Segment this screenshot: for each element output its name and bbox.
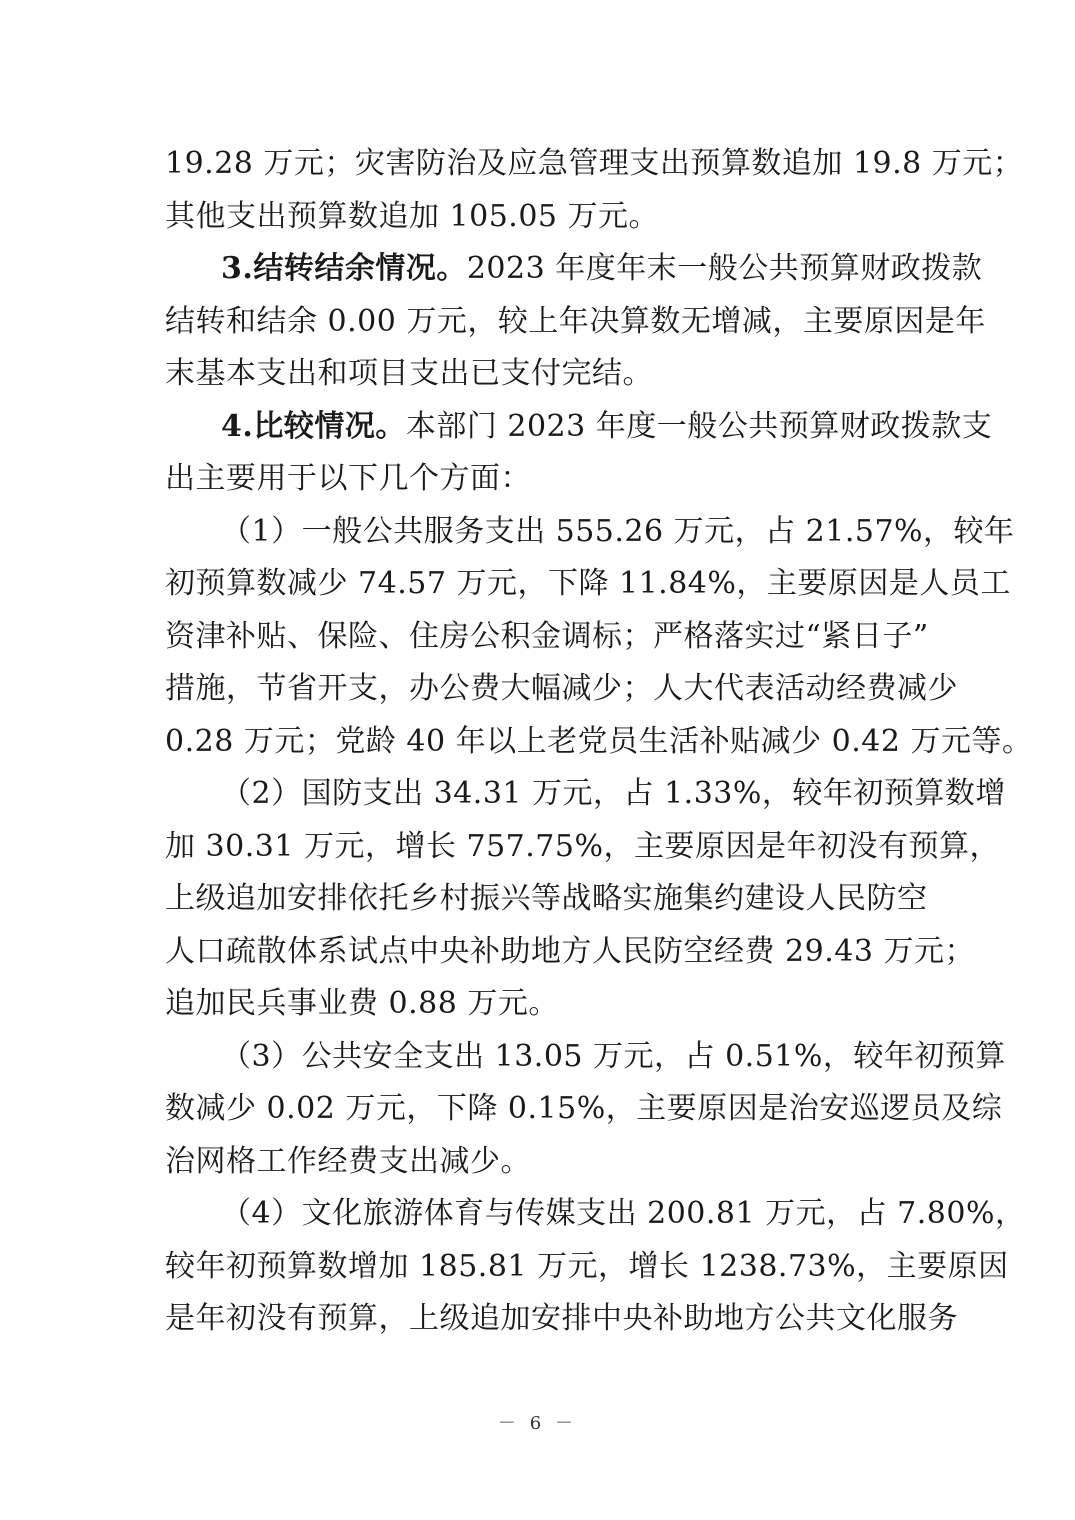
paragraph-line: 19.28 万元；灾害防治及应急管理支出预算数追加 19.8 万元； bbox=[165, 146, 1024, 181]
paragraph-line: 加 30.31 万元，增长 757.75%，主要原因是年初没有预算， bbox=[165, 828, 1000, 864]
section-heading-comparison: 4.比较情况。 bbox=[221, 408, 406, 444]
paragraph-line: 出主要用于以下几个方面： bbox=[165, 461, 531, 496]
paragraph-line: 0.28 万元；党龄 40 年以上老党员生活补贴减少 0.42 万元等。 bbox=[165, 723, 1033, 759]
page-number: － 6 － bbox=[498, 1413, 577, 1434]
paragraph-line: 人口疏散体系试点中央补助地方人民防空经费 29.43 万元； bbox=[165, 933, 975, 969]
paragraph-line: 其他支出预算数追加 105.05 万元。 bbox=[165, 198, 660, 234]
paragraph-line: 较年初预算数增加 185.81 万元，增长 1238.73%，主要原因 bbox=[165, 1248, 1009, 1284]
paragraph-line: 结转和结余 0.00 万元，较上年决算数无增减，主要原因是年 bbox=[165, 303, 986, 339]
paragraph-line: 初预算数减少 74.57 万元，下降 11.84%，主要原因是人员工 bbox=[165, 566, 1011, 601]
paragraph-text: 本部门 2023 年度一般公共预算财政拨款支 bbox=[405, 408, 993, 444]
paragraph-line: 资津补贴、保险、住房公积金调标；严格落实过“紧日子” bbox=[165, 618, 929, 654]
item-3-first-line: （3）公共安全支出 13.05 万元，占 0.51%，较年初预算 bbox=[221, 1038, 1006, 1074]
paragraph-line: 措施，节省开支，办公费大幅减少；人大代表活动经费减少 bbox=[165, 671, 958, 706]
section-4-first-line bbox=[165, 401, 993, 454]
paragraph-line: 末基本支出和项目支出已支付完结。 bbox=[165, 356, 653, 391]
section-3-first-line bbox=[165, 243, 983, 296]
section-heading-carryover: 3.结转结余情况。 bbox=[221, 251, 467, 286]
document-body bbox=[165, 138, 1033, 1346]
paragraph-line: 追加民兵事业费 0.88 万元。 bbox=[165, 986, 559, 1021]
paragraph-line: 治网格工作经费支出减少。 bbox=[165, 1143, 531, 1179]
paragraph-line: 数减少 0.02 万元，下降 0.15%，主要原因是治安巡逻员及综 bbox=[165, 1091, 1003, 1126]
paragraph-text: 2023 年度年末一般公共预算财政拨款 bbox=[466, 251, 983, 286]
item-2-first-line: （2）国防支出 34.31 万元，占 1.33%，较年初预算数增 bbox=[221, 776, 1006, 811]
item-4-first-line: （4）文化旅游体育与传媒支出 200.81 万元，占 7.80%， bbox=[221, 1196, 1026, 1231]
paragraph-line: 上级追加安排依托乡村振兴等战略实施集约建设人民防空 bbox=[165, 881, 928, 916]
item-1-first-line: （1）一般公共服务支出 555.26 万元，占 21.57%，较年 bbox=[221, 513, 1015, 549]
paragraph-line: 是年初没有预算，上级追加安排中央补助地方公共文化服务 bbox=[165, 1301, 958, 1336]
